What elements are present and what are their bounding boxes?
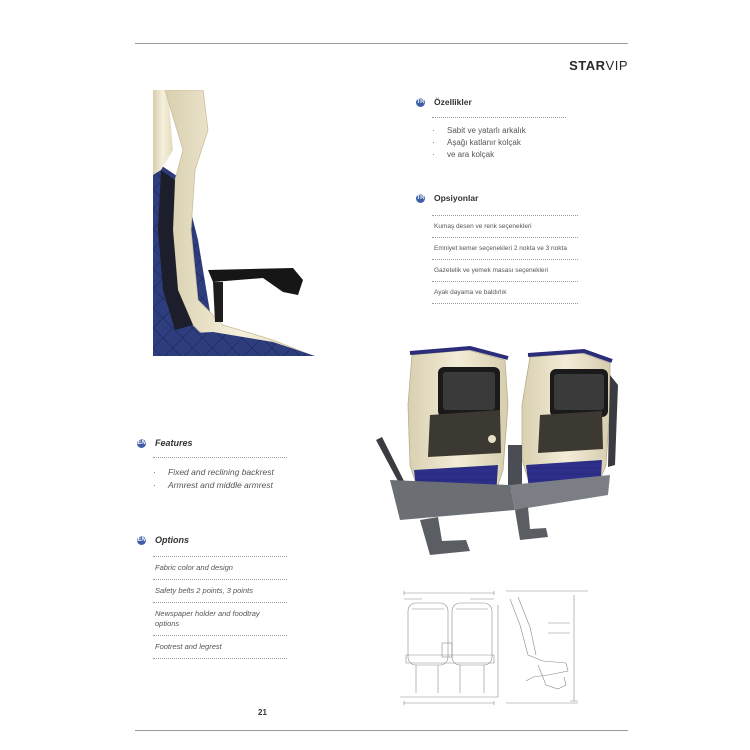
tr-features-list (432, 125, 582, 161)
divider (432, 117, 566, 118)
list-item: · Armrest and middle armrest (153, 479, 273, 492)
tr-options-heading (416, 193, 478, 203)
en-features-heading (137, 438, 193, 448)
divider (153, 457, 287, 458)
tr-features-title: Özellikler (434, 97, 472, 107)
seats-rear-photo (370, 345, 620, 565)
en-options-list (153, 557, 287, 659)
tr-options-title: Opsiyonlar (434, 193, 479, 203)
en-options-heading (137, 535, 189, 545)
page-number: 21 (258, 708, 267, 717)
list-item: Kumaş desen ve renk seçenekleri (432, 216, 578, 238)
language-badge-icon: TR (416, 99, 425, 105)
en-features-title: Features (155, 438, 193, 448)
list-item: Footrest and legrest (153, 636, 287, 659)
footer-rule (135, 730, 628, 731)
seat-closeup-photo (153, 90, 315, 356)
en-options-title: Options (155, 535, 189, 545)
list-item: · Aşağı katlanır kolçak (432, 137, 582, 149)
tr-options-list (432, 216, 578, 304)
list-item: Emniyet kemer seçenekleri 2 nokta ve 3 nokta (432, 238, 578, 260)
list-item: · Sabit ve yatarlı arkalık (432, 125, 582, 137)
language-badge-icon: TR (416, 195, 425, 201)
list-item: Fabric color and design (153, 557, 287, 580)
en-features-list (153, 466, 313, 492)
list-item: Newspaper holder and foodtray options (153, 603, 287, 636)
list-item: Ayak dayama ve baldırlık (432, 282, 578, 304)
brand-logo (569, 58, 628, 73)
brand-bold: STAR (569, 58, 606, 73)
list-item: Gazetelik ve yemek masası seçenekleri (432, 260, 578, 282)
header-rule (135, 43, 628, 44)
language-badge-icon: EN (137, 537, 146, 543)
tr-features-heading (416, 97, 472, 107)
language-badge-icon: EN (137, 440, 146, 446)
technical-drawing (398, 585, 598, 710)
list-item: Safety belts 2 points, 3 points (153, 580, 287, 603)
list-item: · ve ara kolçak (432, 149, 582, 161)
list-item: · Fixed and reclining backrest (153, 466, 313, 479)
brand-light: VIP (605, 58, 628, 73)
